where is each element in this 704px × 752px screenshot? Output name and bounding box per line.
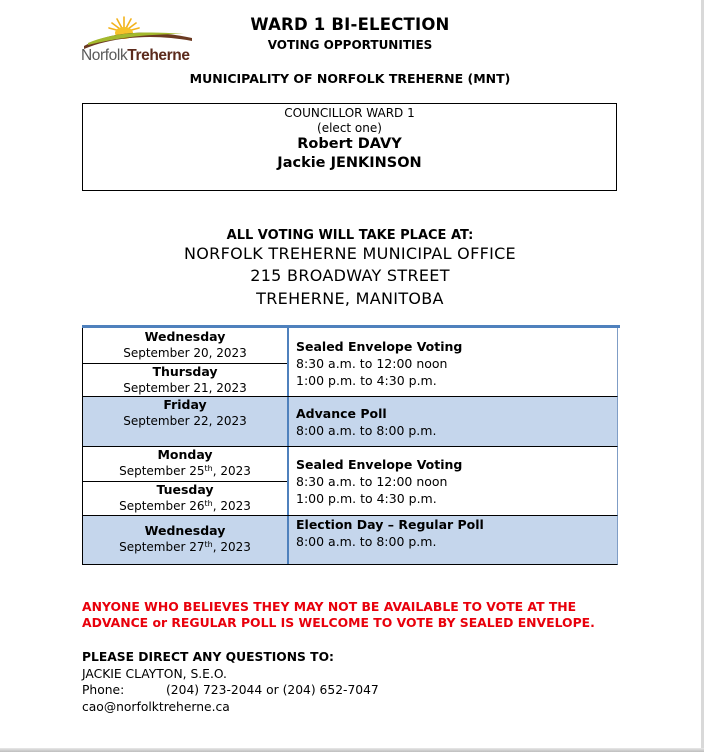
weekday-label: Friday [163,397,207,412]
date-cell [83,447,289,515]
location-street: 215 BROADWAY STREET [250,266,450,285]
date-cell [83,516,289,564]
date-label: September 22, 2023 [123,414,247,428]
municipality-logo [80,14,198,66]
date-label: September 27th, 2023 [119,540,251,554]
logo-word-treherne: Treherne [127,47,190,64]
date-label: September 21, 2023 [123,381,247,395]
date-label: September 20, 2023 [123,346,247,360]
schedule-block-advance-poll [82,396,618,446]
voting-info [296,456,462,507]
date-entry [83,523,287,556]
voting-type: Election Day – Regular Poll [296,517,484,532]
weekday-label: Wednesday [144,329,226,344]
contact-email[interactable]: cao@norfolktreherne.ca [82,699,230,714]
logo-wordmark [81,47,190,65]
weekday-label: Thursday [152,364,218,379]
contact-phone [82,682,379,699]
weekday-label: Monday [157,447,213,462]
schedule-block-sealed-envelope-1 [82,328,618,396]
location-building: NORFOLK TREHERNE MUNICIPAL OFFICE [184,244,516,263]
date-entry [83,482,287,515]
phone-label: Phone: [82,683,125,697]
contact-section [82,649,379,715]
date-entry [83,447,287,480]
page-subtitle: VOTING OPPORTUNITIES [267,38,433,52]
voting-info [296,516,484,550]
date-cell [83,328,289,396]
phone-numbers: (204) 723-2044 or (204) 652-7047 [166,683,379,697]
weekday-label: Wednesday [144,523,226,538]
voting-schedule-table [82,325,620,565]
voting-info [296,405,436,439]
logo-word-norfolk: Norfolk [81,47,128,64]
candidate-name: Robert DAVY [297,136,402,152]
location-city: TREHERNE, MANITOBA [256,289,444,308]
voting-hours: 1:00 p.m. to 4:30 p.m. [296,373,437,388]
location-lead: ALL VOTING WILL TAKE PLACE AT: [226,228,474,243]
voting-hours: 1:00 p.m. to 4:30 p.m. [296,491,437,506]
voting-type: Advance Poll [296,406,387,421]
voting-hours: 8:00 a.m. to 8:00 p.m. [296,423,437,438]
voting-type: Sealed Envelope Voting [296,339,463,354]
date-label: September 26th, 2023 [119,499,251,513]
voting-type: Sealed Envelope Voting [296,457,463,472]
sealed-envelope-notice [82,599,622,631]
weekday-label: Tuesday [156,482,214,497]
contact-lead: PLEASE DIRECT ANY QUESTIONS TO: [82,650,334,664]
page-title: WARD 1 BI-ELECTION [250,15,450,34]
municipality-name: MUNICIPALITY OF NORFOLK TREHERNE (MNT) [189,71,511,86]
office-title: COUNCILLOR WARD 1 [284,106,415,120]
date-entry [83,364,287,397]
page-bottom-edge [0,748,704,752]
voting-info [296,338,462,389]
notice-line: ANYONE WHO BELIEVES THEY MAY NOT BE AVAILABLE TO VOTE AT THE [82,599,577,614]
schedule-block-election-day [82,515,618,565]
candidates-box [82,103,617,191]
date-cell [83,397,289,446]
date-label: September 25th, 2023 [119,464,251,478]
candidate-name: Jackie JENKINSON [277,155,422,171]
voting-hours: 8:30 a.m. to 12:00 noon [296,356,448,371]
voting-hours: 8:30 a.m. to 12:00 noon [296,474,448,489]
contact-name: JACKIE CLAYTON, S.E.O. [82,666,227,681]
notice-line: ADVANCE or REGULAR POLL IS WELCOME TO VOTE BY SEALED ENVELOPE. [82,615,595,630]
election-instruction: (elect one) [317,121,382,135]
voting-hours: 8:00 a.m. to 8:00 p.m. [296,534,437,549]
date-entry [83,329,287,362]
date-entry [83,397,287,430]
schedule-block-sealed-envelope-2 [82,446,618,515]
